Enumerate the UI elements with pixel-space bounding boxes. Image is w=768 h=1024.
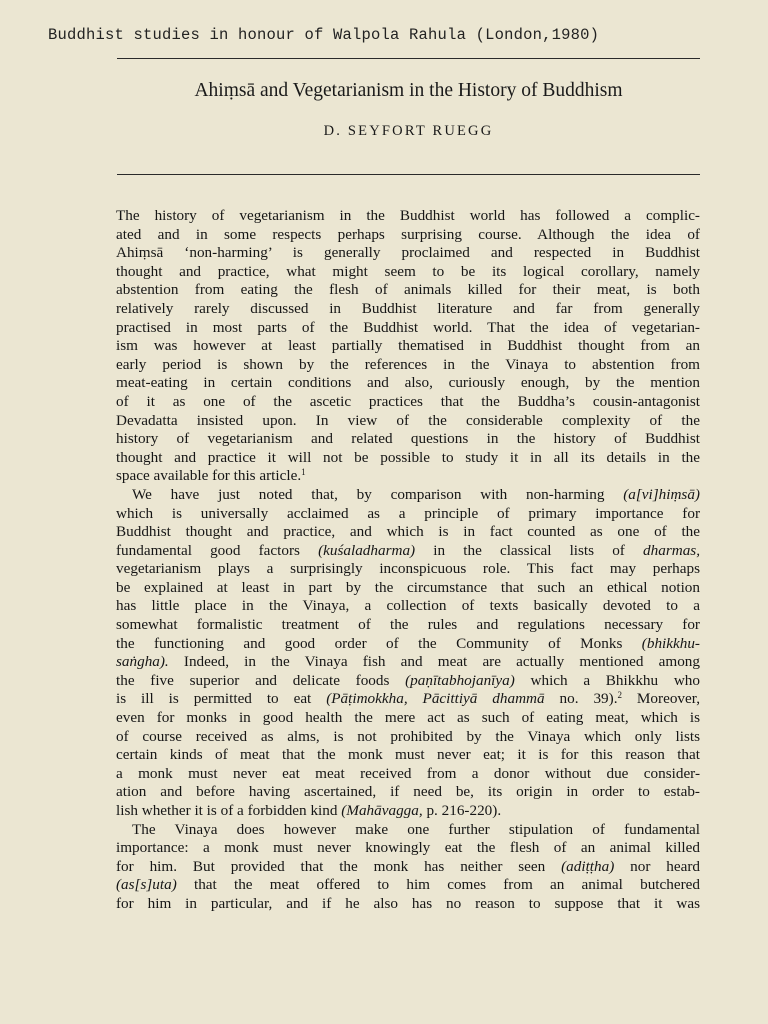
body-line <box>116 393 700 412</box>
body-line <box>116 728 700 747</box>
line-text: for him in particular, and if he also has no reason to suppose that it was <box>116 894 700 912</box>
body-line <box>116 783 700 802</box>
body-line <box>116 356 700 375</box>
line-text: abstention from eating the flesh of animals killed for their meat, is both <box>116 281 700 299</box>
line-text: lish whether it is of a forbidden kind <box>116 802 342 819</box>
line-text: The history of vegetarianism in the Buddhist world has followed a complic- <box>116 207 700 224</box>
body-line <box>116 263 700 282</box>
line-text: early period is shown by the references in the Vinaya to abstention from <box>116 355 700 373</box>
line-text: Ahiṃsā ‘non-harming’ is generally proclaimed and respected in Buddhist <box>116 244 700 262</box>
line-text: Indeed, in the Vinaya fish and meat are actually mentioned among <box>168 653 700 671</box>
line-text: Moreover, <box>622 690 700 708</box>
line-text: even for monks in good health the mere act as such of eating meat, which is <box>116 709 700 727</box>
line-text: nor heard <box>614 857 700 875</box>
line-text: ation and before having ascertained, if need be, its origin in order to estab- <box>116 783 700 801</box>
body-line <box>116 542 700 561</box>
body-line <box>116 746 700 765</box>
body-line <box>116 839 700 858</box>
body-line <box>116 207 700 226</box>
body-line <box>116 281 700 300</box>
article-title: Ahiṃsā and Vegetarianism in the History of Buddhism <box>194 80 623 101</box>
line-text: importance: a monk must never knowingly eat the flesh of an animal killed <box>116 839 700 857</box>
body-line <box>116 672 700 691</box>
body-line <box>116 616 700 635</box>
line-text: that the meat offered to him comes from an animal butchered <box>176 876 700 894</box>
line-text: certain kinds of meat that the monk must never eat; it is for this reason that <box>116 746 700 764</box>
line-text: has little place in the Vinaya, a collection of texts basically devoted to a <box>116 597 700 615</box>
line-text: practised in most parts of the Buddhist world. That the idea of vegetarian- <box>116 318 700 336</box>
italic-term: saṅgha). <box>116 653 169 671</box>
italic-term: (Pāṭimokkha, Pācittiyā dhammā <box>326 690 545 708</box>
line-text: is ill is permitted to eat <box>116 690 327 708</box>
body-line <box>116 597 700 616</box>
footnote-marker: 1 <box>301 467 306 478</box>
body-line <box>116 876 700 895</box>
italic-term: (adiṭṭha) <box>561 857 615 875</box>
line-text: a monk must never eat meat received from a donor without due consider- <box>116 764 700 782</box>
body-line <box>116 430 700 449</box>
line-text: p. 216-220). <box>422 802 502 819</box>
article-body <box>116 207 700 914</box>
body-line <box>116 337 700 356</box>
italic-term: (paṇītabhojanīya) <box>405 671 515 689</box>
top-rule <box>117 58 700 59</box>
line-text: We have just noted that, by comparison with non-harming <box>132 485 624 503</box>
italic-term: (Mahāvagga, <box>341 802 423 819</box>
line-text: of it as one of the ascetic practices that the Buddha’s cousin-antagonist <box>116 392 700 410</box>
bottom-rule <box>117 174 700 175</box>
line-text: Devadatta insisted upon. In view of the considerable complexity of the <box>116 411 700 429</box>
line-text: which a Bhikkhu who <box>514 671 700 689</box>
line-text: of course received as alms, is not prohibited by the Vinaya which only lists <box>116 727 700 745</box>
italic-term: (a[vi]hiṃsā) <box>623 485 700 503</box>
body-line <box>116 226 700 245</box>
body-line <box>116 374 700 393</box>
line-text: fundamental good factors <box>116 541 319 559</box>
line-text: vegetarianism plays a surprisingly inconspicuous role. This fact may perhaps <box>116 560 700 578</box>
line-text: no. 39). <box>544 690 618 708</box>
article-author: D. SEYFORT RUEGG <box>323 123 494 139</box>
line-text: Buddhist thought and practice, and which is in fact counted as one of the <box>116 523 700 541</box>
body-line <box>116 467 700 486</box>
line-text: The Vinaya does however make one further stipulation of fundamental <box>132 820 700 838</box>
line-text: history of vegetarianism and related questions in the history of Buddhist <box>116 430 700 448</box>
body-line <box>116 690 700 709</box>
body-line <box>116 635 700 654</box>
body-line <box>116 653 700 672</box>
line-text: in the classical lists of <box>415 541 644 559</box>
line-text: meat-eating in certain conditions and also, curiously enough, by the mention <box>116 374 700 392</box>
body-line <box>116 244 700 263</box>
source-citation: Buddhist studies in honour of Walpola Rahula (London,1980) <box>48 26 600 44</box>
line-text: thought and practice, what might seem to be its logical corollary, namely <box>116 262 700 280</box>
body-line <box>116 412 700 431</box>
line-text: for him. But provided that the monk has neither seen <box>116 857 562 875</box>
line-text: space available for this article. <box>116 467 302 485</box>
line-text: thought and practice it will not be possible to study it in all its details in the <box>116 448 700 466</box>
line-text: ism was however at least partially thematised in Buddhist thought from an <box>116 337 700 355</box>
italic-term: (kuśaladharma) <box>318 541 416 559</box>
body-line <box>116 765 700 784</box>
body-line <box>116 709 700 728</box>
body-line <box>116 895 700 914</box>
line-text: relatively rarely discussed in Buddhist literature and far from generally <box>116 299 700 317</box>
body-line <box>116 523 700 542</box>
line-text: the functioning and good order of the Community of Monks <box>116 634 642 652</box>
body-line <box>116 579 700 598</box>
line-text: be explained at least in part by the circumstance that such an ethical notion <box>116 578 700 596</box>
body-line <box>116 560 700 579</box>
body-line <box>116 449 700 468</box>
body-line <box>116 486 700 505</box>
line-text: which is universally acclaimed as a principle of primary importance for <box>116 504 700 522</box>
line-text: the five superior and delicate foods <box>116 671 406 689</box>
italic-term: (as[s]uta) <box>116 876 177 894</box>
italic-term: (bhikkhu- <box>641 634 700 652</box>
body-line <box>116 821 700 840</box>
body-line <box>116 858 700 877</box>
body-line <box>116 319 700 338</box>
line-text: somewhat formalistic treatment of the rules and regulations necessary for <box>116 616 700 634</box>
line-text: ated and in some respects perhaps surprising course. Although the idea of <box>116 225 700 243</box>
footnote-marker: 2 <box>617 690 622 701</box>
body-line <box>116 505 700 524</box>
body-line <box>116 802 700 821</box>
italic-term: dharmas, <box>643 541 700 559</box>
body-line <box>116 300 700 319</box>
